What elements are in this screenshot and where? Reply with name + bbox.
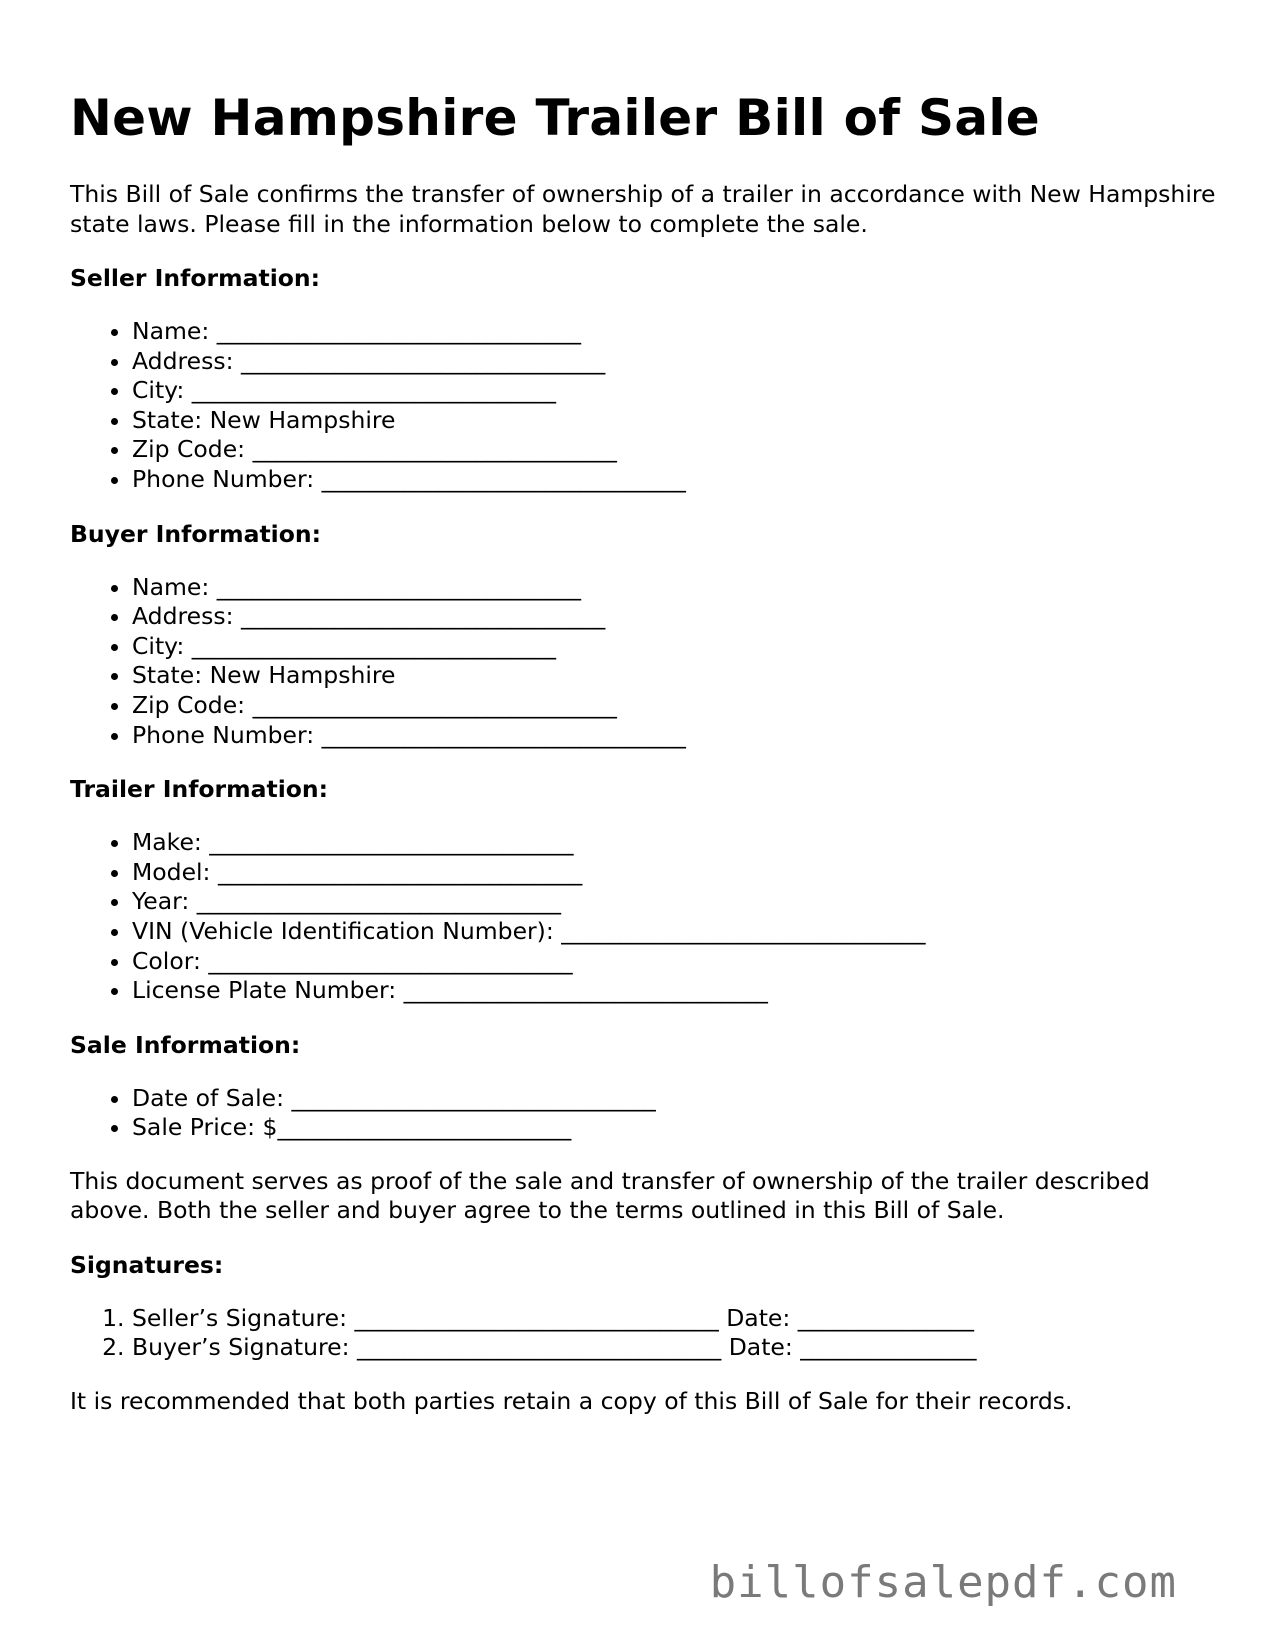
intro-paragraph: This Bill of Sale confirms the transfer of ownership of a trailer in accordance with New Hampshire state laws. Please fill in the information below to complete the sale. — [70, 180, 1216, 238]
sale-price-field: • Sale Price: $_________________________ — [132, 1113, 1230, 1143]
buyer-city-field: • City: _______________________________ — [132, 632, 1230, 662]
closing-paragraph: This document serves as proof of the sale and transfer of ownership of the trailer described above. Both the seller and buyer agree to the terms outlined in this Bill of Sale. — [70, 1166, 1150, 1225]
signatures-list — [70, 1304, 1230, 1363]
buyer-heading: Buyer Information: — [70, 519, 322, 548]
trailer-list — [70, 828, 1230, 1006]
signatures-heading: Signatures: — [70, 1250, 224, 1279]
seller-phone-field: • Phone Number: _______________________________ — [132, 465, 1230, 495]
seller-address-field: • Address: _______________________________ — [132, 347, 1230, 377]
buyer-list — [70, 573, 1230, 751]
trailer-make-field: • Make: _______________________________ — [132, 828, 1230, 858]
buyer-address-field: • Address: _______________________________ — [132, 602, 1230, 632]
buyer-zip-field: • Zip Code: _______________________________ — [132, 691, 1230, 721]
sale-heading: Sale Information: — [70, 1030, 301, 1059]
trailer-heading: Trailer Information: — [70, 775, 329, 804]
buyer-signature-line: 2. Buyer’s Signature: _______________________________ Date: _______________ — [132, 1333, 1230, 1363]
buyer-name-field: • Name: _______________________________ — [132, 573, 1230, 603]
buyer-state-field: • State: New Hampshire — [132, 661, 1230, 691]
trailer-model-field: • Model: _______________________________ — [132, 858, 1230, 888]
trailer-plate-field: • License Plate Number: _______________________________ — [132, 976, 1230, 1006]
trailer-year-field: • Year: _______________________________ — [132, 887, 1230, 917]
seller-zip-field: • Zip Code: _______________________________ — [132, 435, 1230, 465]
watermark-logo: billofsalepdf.com — [709, 1557, 1177, 1608]
seller-city-field: • City: _______________________________ — [132, 376, 1230, 406]
seller-name-field: • Name: _______________________________ — [132, 317, 1230, 347]
seller-heading: Seller Information: — [70, 264, 321, 292]
seller-signature-line: 1. Seller’s Signature: _______________________________ Date: _______________ — [132, 1304, 1230, 1334]
seller-state-field: • State: New Hampshire — [132, 406, 1230, 436]
document-page — [70, 0, 1230, 1417]
seller-list — [70, 317, 1230, 495]
final-note: It is recommended that both parties retain a copy of this Bill of Sale for their records. — [70, 1387, 1073, 1416]
trailer-color-field: • Color: _______________________________ — [132, 947, 1230, 977]
sale-list — [70, 1084, 1230, 1143]
sale-date-field: • Date of Sale: _______________________________ — [132, 1084, 1230, 1114]
buyer-phone-field: • Phone Number: _______________________________ — [132, 721, 1230, 751]
document-title: New Hampshire Trailer Bill of Sale — [70, 89, 1041, 147]
trailer-vin-field: • VIN (Vehicle Identification Number): _______________________________ — [132, 917, 1230, 947]
